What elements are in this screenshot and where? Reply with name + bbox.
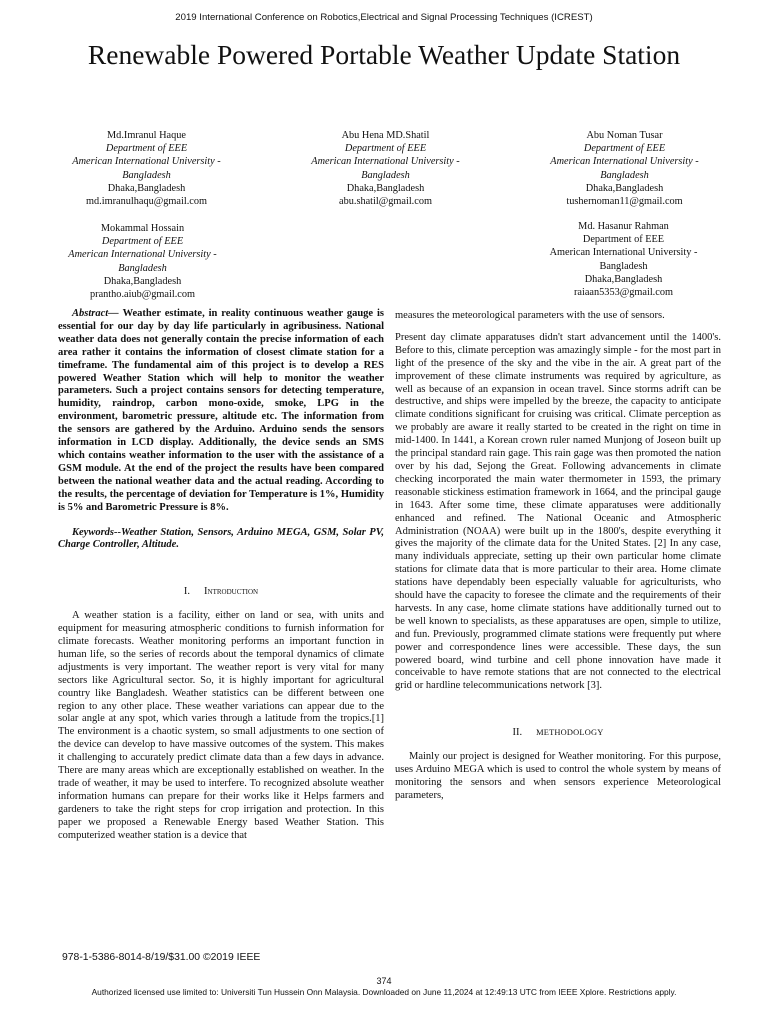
abstract (58, 308, 384, 515)
author-block (40, 222, 245, 301)
paragraph: measures the meteorological parameters with the use of sensors. (395, 310, 665, 321)
author-univ: American International University - (68, 249, 217, 261)
author-block (44, 129, 249, 208)
paper-title: Renewable Powered Portable Weather Update Station (87, 39, 681, 70)
page-number: 374 (376, 976, 392, 986)
copyright-line: 978-1-5386-8014-8/19/$31.00 ©2019 IEEE (62, 952, 261, 963)
left-column (58, 308, 384, 843)
author-dept: Department of EEE (344, 143, 427, 155)
author-univ: American International University - (550, 156, 699, 168)
author-email: abu.shatil@gmail.com (339, 196, 432, 208)
author-dept: Department of EEE (582, 234, 665, 246)
abstract-label: Abstract— (72, 308, 119, 319)
paragraph: A weather station is a facility, either on land or sea, with units and equipment for measuring atmospheric conditions to furnish information for climate forecasts. Weather monitoring performs an important function in human life, so the series of records about the temporal dynamics of climate adjustments is very important. The weather report is very vital for many sectors like Agricultural sector. So, it is highly important for agricultural country like Bangladesh. Weather statistics can be different between one region to any other place. These weather variations can appear due to the solar angle at any spot, which varies through a latitude from the tropics.[1] The environment is a chaotic system, so small adjustments to one section of the device can develop to have massive outcomes of the system. This makes it challenging to accurately predict climate data than a few days in advance. There are many areas which are exceptionally established on weather. In the trade of weather, it may be used to interfere. To recognized absolute weather information humans can prepare for their works like it Helps farmers and gardeners to take the right steps for crop irrigation and protection. In this paper we proposed a Renewable Energy based Weather Station. This computerized weather station is a device that (58, 610, 384, 841)
author-city: Dhaka,Bangladesh (584, 273, 663, 285)
author-dept: Department of EEE (101, 236, 184, 248)
section-title: METHODOLOGY (536, 728, 604, 738)
author-univ-country: Bangladesh (361, 169, 410, 181)
section-title: Introduction (204, 586, 259, 598)
author-block (522, 129, 727, 208)
author-univ-country: Bangladesh (118, 262, 167, 274)
author-univ: American International University - (72, 156, 221, 168)
paragraph: Present day climate apparatuses didn't start advancement until the 1400's. Before to this, climate perception was amazingly simple - for the most part in light of the presence of the sky and the vibe in the air. A great part of the improvement of these climate instruments was required by agriculture, as well as because of an expansion in ocean travel. Since storms adrift can be destructive, and ships were impelled by the breeze, the capacity to anticipate climate conditions significant for cruising was critical. Climate perception as we probably are aware it really started to be created in the right on time in mid-1400. In 1441, a Korean crown ruler named Munjong of Joseon built up the principal standard rain gage. This rain gage was then promoted the nation over by his dad, Sejong the Great. Following advancements in climate checking incorporated the main water thermometer in 1593, the primary reasonable stickiness estimation framework in 1664, and the principal gauge in 1643. After some time, these climate apparatuses were additionally enhanced and refined. The National Oceanic and Atmospheric Administration (NOAA) were built up in the 1800's, despite everything it gives the majority of the climate data for the United States. [2] In any case, many individuals appreciate, setting up their own particular home climate stations for climate data that is more particular to their area. Home climate stations have dependably been especially valuable for agriculturists, who should have the capacity to foresee the climate and the requirements of their harvests. In any case, home climate stations have additionally turned out to be well known to specialists, as these apparatuses are open, simple to utilize, and fun. Previously, programmed climate stations were frequently put where power and correspondence lines were accessible. These days, the sun powered board, wind turbine and cell phone innovation have made it conceivable to have remote stations that are not connected to the electrical grid or hardline telecommunications network [3]. (395, 331, 721, 692)
author-name: Md.Imranul Haque (107, 130, 186, 141)
author-dept: Department of EEE (583, 143, 666, 155)
author-city: Dhaka,Bangladesh (103, 275, 182, 287)
keywords-label: Keywords-- (72, 526, 121, 538)
author-city: Dhaka,Bangladesh (585, 182, 664, 194)
author-city: Dhaka,Bangladesh (107, 182, 186, 194)
author-dept: Department of EEE (105, 143, 188, 155)
keywords-text: Weather Station, Sensors, Arduino MEGA, GSM, Solar PV, Charge Controller, Altitude. (58, 526, 384, 551)
section-heading (395, 727, 721, 740)
author-block (283, 129, 488, 208)
paragraph: Mainly our project is designed for Weather monitoring. For this purpose, uses Arduino MEGA which is used to control the whole system by means of monitoring the sensors and when sensors experience Meteorological parameters, (395, 751, 721, 801)
author-univ-country: Bangladesh (122, 169, 171, 181)
author-name: Abu Noman Tusar (586, 130, 663, 141)
author-univ-country: Bangladesh (599, 260, 648, 272)
author-name: Abu Hena MD.Shatil (341, 130, 430, 141)
author-name: Md. Hasanur Rahman (578, 221, 669, 232)
section-number: I. (183, 586, 191, 598)
author-univ: American International University - (549, 247, 698, 259)
right-column (395, 310, 721, 803)
author-email: prantho.aiub@gmail.com (90, 289, 195, 301)
author-block (521, 220, 726, 299)
author-email: raiaan5353@gmail.com (574, 287, 673, 299)
author-univ: American International University - (311, 156, 460, 168)
license-notice: Authorized licensed use limited to: Universiti Tun Hussein Onn Malaysia. Downloaded on June 11,2024 at 12:49:13 UTC from IEEE Xplore. Restrictions apply. (91, 987, 677, 997)
conference-header: 2019 International Conference on Robotics,Electrical and Signal Processing Techniques (ICREST) (175, 12, 593, 23)
author-email: md.imranulhaqu@gmail.com (85, 196, 207, 208)
section-heading (58, 586, 384, 599)
author-email: tushernoman11@gmail.com (566, 196, 683, 208)
keywords (58, 527, 384, 553)
abstract-text: Weather estimate, in reality continuous weather gauge is essential for our day by day life particularly in agribusiness. National weather data does not generally contain the precise information of each area rather it contains the information of closest climate station for a timeframe. The fundamental aim of this project is to develop a RES powered Weather Station which will help to monitor the weather parameters. Such a project contains sensors for detecting temperature, humidity, raindrop, carbon mono-oxide, smoke, LPG in the environment, barometric pressure, altitude etc. The information from the sensors are gathered by the Arduino. Arduino sends the sensors information in LCD display. Additionally, the device sends an SMS which contains weather information to the user with the assistance of a GSM module. At the end of the project the results have been compared between the national weather data and the actual reading. According to the results, the percentage of deviation for Temperature is 1%, Humidity is 5% and Barometric Pressure is 8%. (58, 308, 384, 513)
section-number: II. (512, 727, 523, 739)
author-name: Mokammal Hossain (100, 223, 185, 234)
author-city: Dhaka,Bangladesh (346, 182, 425, 194)
author-univ-country: Bangladesh (600, 169, 649, 181)
